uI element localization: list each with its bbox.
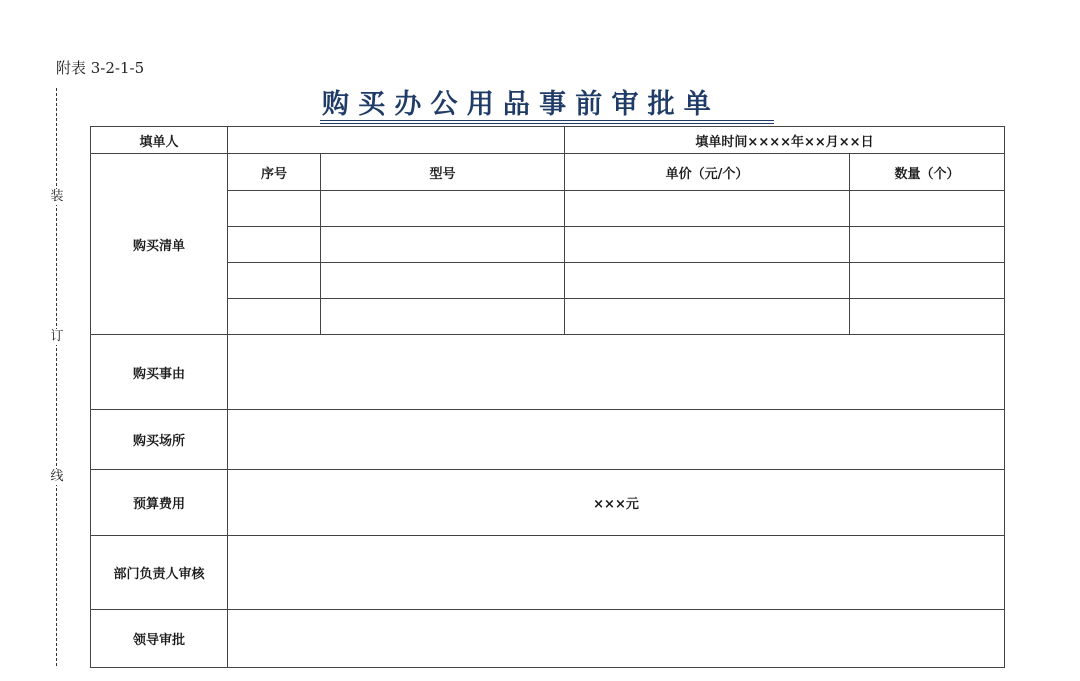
column-header-quantity: 数量（个） bbox=[850, 154, 1005, 191]
unit-price-cell[interactable] bbox=[565, 191, 850, 227]
binding-mark-xian: 线 bbox=[50, 469, 64, 484]
binding-dashed-line bbox=[56, 88, 57, 666]
header-row bbox=[91, 127, 1005, 154]
reason-label: 购买事由 bbox=[91, 335, 228, 410]
quantity-cell[interactable] bbox=[850, 227, 1005, 263]
binding-mark-ding: 订 bbox=[50, 329, 64, 344]
column-header-model: 型号 bbox=[321, 154, 565, 191]
table-row bbox=[91, 191, 1005, 227]
model-cell[interactable] bbox=[321, 191, 565, 227]
leader-approval-label: 领导审批 bbox=[91, 610, 228, 668]
column-header-serial: 序号 bbox=[228, 154, 321, 191]
binding-mark-zhuang: 装 bbox=[50, 189, 64, 204]
filler-field[interactable] bbox=[228, 127, 565, 154]
dept-review-row bbox=[91, 536, 1005, 610]
model-cell[interactable] bbox=[321, 227, 565, 263]
table-row bbox=[91, 263, 1005, 299]
leader-approval-field[interactable] bbox=[228, 610, 1005, 668]
serial-cell[interactable] bbox=[228, 191, 321, 227]
reason-field[interactable] bbox=[228, 335, 1005, 410]
serial-cell[interactable] bbox=[228, 299, 321, 335]
budget-label: 预算费用 bbox=[91, 470, 228, 536]
place-label: 购买场所 bbox=[91, 410, 228, 470]
serial-cell[interactable] bbox=[228, 263, 321, 299]
dept-review-label: 部门负责人审核 bbox=[91, 536, 228, 610]
model-cell[interactable] bbox=[321, 299, 565, 335]
fill-time: 填单时间××××年××月××日 bbox=[565, 127, 1005, 154]
approval-form-table bbox=[90, 126, 1005, 668]
leader-approval-row bbox=[91, 610, 1005, 668]
quantity-cell[interactable] bbox=[850, 191, 1005, 227]
purchase-list-label: 购买清单 bbox=[91, 154, 228, 335]
dept-review-field[interactable] bbox=[228, 536, 1005, 610]
quantity-cell[interactable] bbox=[850, 299, 1005, 335]
quantity-cell[interactable] bbox=[850, 263, 1005, 299]
budget-value[interactable]: ×××元 bbox=[228, 470, 1005, 536]
place-row bbox=[91, 410, 1005, 470]
purchase-list-header-row bbox=[91, 154, 1005, 191]
table-row bbox=[91, 227, 1005, 263]
serial-cell[interactable] bbox=[228, 227, 321, 263]
title-underline-double bbox=[320, 123, 774, 124]
title-underline bbox=[320, 120, 774, 121]
column-header-unit-price: 单价（元/个） bbox=[565, 154, 850, 191]
unit-price-cell[interactable] bbox=[565, 263, 850, 299]
form-title: 购买办公用品事前审批单 bbox=[322, 89, 720, 120]
filler-label: 填单人 bbox=[91, 127, 228, 154]
appendix-label: 附表 3-2-1-5 bbox=[56, 59, 145, 77]
table-row bbox=[91, 299, 1005, 335]
unit-price-cell[interactable] bbox=[565, 227, 850, 263]
unit-price-cell[interactable] bbox=[565, 299, 850, 335]
place-field[interactable] bbox=[228, 410, 1005, 470]
reason-row bbox=[91, 335, 1005, 410]
budget-row bbox=[91, 470, 1005, 536]
model-cell[interactable] bbox=[321, 263, 565, 299]
